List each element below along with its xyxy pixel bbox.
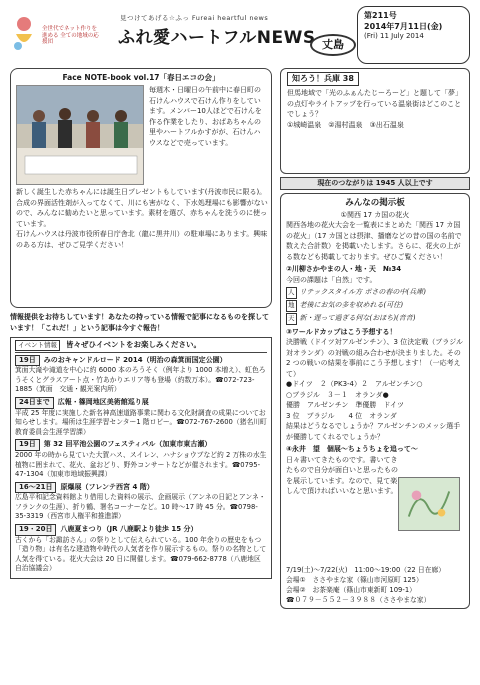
event-body: 古くから「お諏訪さん」の祭りとして伝えられている。100 年余りの歴史をもつ「造り物」は有名な建造物や時代の人気者を作り展示するもの。祭りの名物として人気を得ている。花火大会は 20 日に開催します。☎079-662-8778（八鹿地区自治協議会） bbox=[15, 535, 267, 573]
hyogo-quiz bbox=[280, 68, 470, 174]
senryu-list bbox=[286, 287, 464, 324]
event-name: 八鹿夏まつり（JR 八鹿駅より徒歩 15 分） bbox=[60, 524, 198, 533]
exhibition-text: 日々書いてきたものです。書いてきたもので自分が面白いと思ったものを展示しています。なので、見て楽しんで頂ければいいなと思います。 bbox=[286, 455, 398, 496]
senryu-title: ②川柳さかやまの人・地・天 №34 bbox=[286, 265, 402, 274]
event-date: 16〜21日 bbox=[15, 482, 56, 494]
event-date: 19・20日 bbox=[15, 524, 56, 536]
board-title: みんなの掲示板 bbox=[345, 198, 405, 209]
event-name: 広報・篠岡地区美術館巡り展 bbox=[57, 397, 149, 406]
events-header bbox=[15, 340, 267, 353]
senryu-row bbox=[286, 287, 464, 299]
masthead-tagline: 見つけてあげる☆ふっ Fureai heartful news bbox=[120, 14, 269, 22]
senryu-key: 天 bbox=[286, 313, 297, 325]
event-item bbox=[15, 482, 267, 522]
senryu-row bbox=[286, 300, 464, 312]
event-item bbox=[15, 524, 267, 574]
feature-text-right: 毎週木・日曜日の午前中に春日町の石けんハウスで石けん作りをしています。メンバー10人ほどで石けんを作る作業をしたり、おばあちゃんの里やハートフルかすがが、石けんハウスなどで売っています。 bbox=[149, 86, 262, 147]
feature-photo bbox=[16, 85, 144, 185]
event-body: 2000 年の時から見ていた大賀ハス、スイレン、ハナショウブなど約 2 万株の水生植物に囲まれて、花火、盆おどり、野外コンサートなどが催されます。☎0795-47-1304（加東市地域振興課） bbox=[15, 451, 267, 479]
masthead bbox=[10, 6, 470, 64]
quiz-options: ①城崎温泉 ②湯村温泉 ③出石温泉 bbox=[287, 120, 404, 129]
event-body: 平成 25 年度に実施した新名神高速道路事業に関わる文化財調査の成果についてお知らせします。場所は生涯学習センター1 階ロビー。☎072-767-2600（猪名川町教育委員会生涯学習課） bbox=[15, 408, 267, 436]
quiz-question: 但馬地域で「光のふぁんたじーろーど」と題して「夢」の点灯やライトアップを行っている温泉街はどこのことでしょう？ bbox=[287, 89, 462, 118]
board-subtitle: ①関西 17 カ国の花火 bbox=[340, 210, 410, 219]
prediction-line: 優勝 アルゼンチン 準優勝 ドイツ bbox=[286, 401, 405, 410]
heart-logo-icon bbox=[10, 14, 38, 54]
issue-date-en: (Fri) 11 July 2014 bbox=[364, 32, 424, 41]
feature-text-bottom-1: 新しく誕生した赤ちゃんには誕生日プレゼントもしています(丹波市民に限る)。合成の界面活性剤が入ってなくて、川にも害がなく、下水処理場にも影響がないので、みんなに勧めたいと思っています。素材を選び、赤ちゃんを洗うのに使っています。 bbox=[16, 188, 268, 228]
facebook-feature bbox=[10, 68, 272, 308]
venue-2: 会場② お茶楽庵（篠山市東新町 109-1） bbox=[286, 586, 416, 595]
prediction-line: 3 位 ブラジル 4 位 オランダ bbox=[286, 411, 397, 420]
issue-number: 第211号 bbox=[364, 11, 397, 20]
event-name: 第 32 回平池公園のフェスティバル（加東市東古瀬） bbox=[43, 440, 212, 449]
info-request-text: 情報提供をお待ちしています！あなたの持っている情報で記事になるものを探しています！「これだ！」という記事は今すぐ報告！ bbox=[10, 313, 269, 332]
event-item bbox=[15, 439, 267, 479]
feature-header: Face NOTE-book vol.17「春日エコの会」 bbox=[62, 73, 220, 82]
right-column bbox=[280, 68, 470, 680]
info-request-strip bbox=[10, 312, 272, 333]
event-date: 19日 bbox=[15, 355, 40, 367]
event-body: 広島平和記念資料館より借用した資料の展示、企画展示（アンネの日記とアンネ・フランクの生涯）、折り鶴、署名コーナーなど。10 時〜17 時 45 分。☎0798-35-3319（西宮市人権平和推進課） bbox=[15, 493, 266, 521]
left-column bbox=[10, 68, 272, 680]
events-section bbox=[10, 337, 272, 579]
event-date: 19日 bbox=[15, 439, 40, 451]
worldcup-title: ③ワールドカップはこう予想する！ bbox=[286, 327, 397, 336]
prediction-line: ●ドイツ ２（PK3-4）２ アルゼンチン○ bbox=[286, 380, 423, 389]
issue-date-ja: 2014年7月11日(金) bbox=[364, 22, 443, 32]
bulletin-board bbox=[280, 193, 470, 609]
event-name: みのおキャンドルロード 2014（明治の森箕面国定公園） bbox=[43, 355, 227, 364]
board-body: 関西各地の花火大会を一覧表にまとめた「関西 17 カ国の花火」（17 カ国とは摂津、播磨などの昔の国の名前で数えた合計数）を掲載いたします。さらに、花火の上がる数なども掲載しております。ぜひご覧ください！ bbox=[286, 221, 462, 261]
exhibition-block bbox=[286, 455, 464, 565]
event-date: 24日まで bbox=[15, 397, 54, 409]
worldcup-body: 決勝戦（ドイツ対アルゼンチン）、3 位決定戦（ブラジル対オランダ）の対戦の組み合わせが決まりました。その 2 つの戦いの結果を事前にこう予想します！（一応考えて） bbox=[286, 338, 464, 378]
connection-count-bar: 現在のつながりは 1945 人以上です bbox=[280, 177, 470, 190]
masthead-subtitle: 全世代でネット作りを進める 全ての地域の応援団 bbox=[42, 26, 99, 46]
senryu-text: 老後にお気の多を収めれる(可住) bbox=[299, 301, 403, 310]
masthead-title-block bbox=[10, 6, 355, 64]
issue-info-box bbox=[357, 6, 470, 64]
events-tag: イベント情報 bbox=[15, 340, 60, 351]
quiz-title: 知ろう！兵庫 38 bbox=[287, 72, 359, 86]
prediction-question: 結果はどうなるでしょうか？アルゼンチンのメッシ選手が優勝してくれるでしょうか？ bbox=[286, 422, 461, 441]
senryu-key: 地 bbox=[286, 300, 297, 312]
exhibition-period: 7/19(土)〜7/22(火) 11:00〜19:00（22 日在廊） bbox=[286, 565, 446, 574]
worldcup-section bbox=[286, 327, 464, 443]
event-name: 原爆展（フレンテ西宮 4 階） bbox=[60, 482, 154, 491]
events-headline: 皆々ぜひイベントをお楽しみください。 bbox=[66, 340, 201, 350]
event-item bbox=[15, 397, 267, 437]
event-body: 箕面大滝や滝道を中心に約 6000 本のろうそく（例年より 1000 本増え）、虹色ろうそくとグラスアート点・竹あかりエリア等も登場（約数万本）。☎072-723-1885（箕面 交通・観光案内所） bbox=[15, 366, 266, 394]
prediction-line: ○ブラジル ３－１ オランダ● bbox=[286, 390, 389, 399]
group-photo-image bbox=[17, 86, 144, 185]
senryu-text: 新・遅って過ぎる何な(おほち)(音音) bbox=[299, 313, 416, 322]
senryu-theme: 今回の課題は「自然」です。 bbox=[286, 275, 377, 284]
exhibition-title: ④永井 望 個展〜ちょうちょを追って〜 bbox=[286, 445, 418, 454]
feature-text-bottom-2: 石けんハウスは丹波市役所春日庁舎北（龍に黒井川）の駐車場にあります。興味のある方は、ぜひご見学ください！ bbox=[16, 230, 268, 249]
exhibition-image bbox=[398, 477, 460, 531]
senryu-row bbox=[286, 313, 464, 325]
event-item bbox=[15, 355, 267, 395]
masthead-badge: 丈島 bbox=[310, 34, 356, 56]
senryu-text: リテックスタイル方 ボさの春の中(兵庫) bbox=[299, 288, 426, 297]
newsletter-title: ふれ愛ハートフルNEWS bbox=[118, 28, 316, 48]
senryu-key: 人 bbox=[286, 287, 297, 299]
feature-text-bottom bbox=[16, 187, 268, 250]
contact-phone: ☎０７９－５５２－３９８８（ささやまな家） bbox=[286, 596, 431, 605]
venue-1: 会場① ささやまな家（篠山市河原町 125） bbox=[286, 575, 423, 584]
